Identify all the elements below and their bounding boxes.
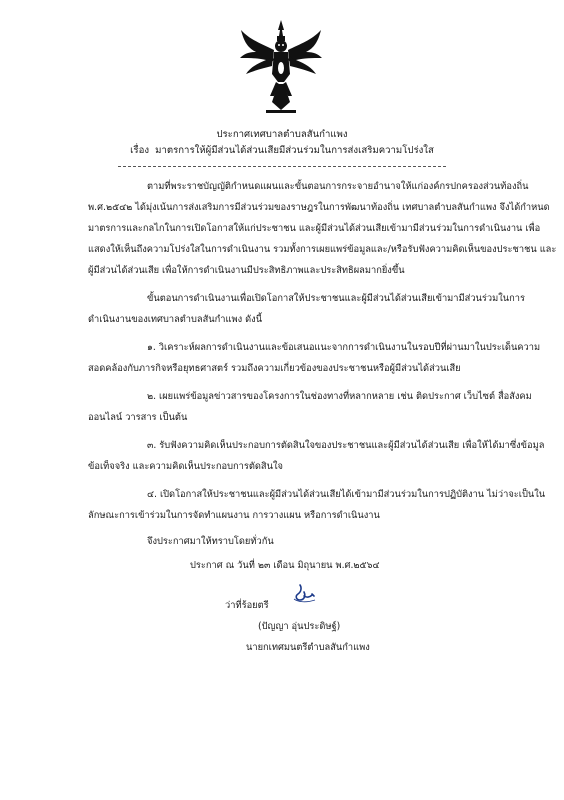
list-item-3-line: ข้อเท็จจริง และความคิดเห็นประกอบการตัดสินใจ <box>88 461 283 472</box>
document-subject <box>0 145 564 157</box>
list-item-3-line: ๓. รับฟังความคิดเห็นประกอบการตัดสินใจของประชาชนและผู้มีส่วนได้ส่วนเสีย เพื่อให้ได้มาซึ่งข้อมูล <box>147 440 545 451</box>
paragraph-1-line: ตามที่พระราชบัญญัติกำหนดแผนและขั้นตอนการกระจายอำนาจให้แก่องค์กรปกครองส่วนท้องถิ่น <box>147 181 529 192</box>
paragraph-1-line: มาตรการและกลไกในการเปิดโอกาสให้แก่ประชาชน และผู้มีส่วนได้ส่วนเสียเข้ามามีส่วนร่วมในการดำเนินงาน เพื่อ <box>88 223 541 234</box>
signer-name: (ปัญญา อุ่นประดิษฐ์) <box>258 621 341 632</box>
paragraph-1-line: ผู้มีส่วนได้ส่วนเสีย เพื่อให้การดำเนินงานมีประสิทธิภาพและประสิทธิผลมากยิ่งขึ้น <box>88 265 405 276</box>
signer-rank: ว่าที่ร้อยตรี <box>225 600 269 611</box>
document-title: ประกาศเทศบาลตำบลสันกำแพง <box>216 129 348 140</box>
subject-text: มาตรการให้ผู้มีส่วนได้ส่วนเสียมีส่วนร่วมในการส่งเสริมความโปร่งใส <box>155 145 434 156</box>
closing-statement: จึงประกาศมาให้ทราบโดยทั่วกัน <box>147 536 274 547</box>
paragraph-1-line: แสดงให้เห็นถึงความโปร่งใสในการดำเนินงาน รวมทั้งการเผยแพร่ข้อมูลและ/หรือรับฟังความคิดเห็นของประชาชน และ <box>88 244 557 255</box>
list-item-2-line: ๒. เผยแพร่ข้อมูลข่าวสารของโครงการในช่องทางที่หลากหลาย เช่น ติดประกาศ เว็บไซต์ สื่อสังคม <box>147 391 532 402</box>
subject-label: เรื่อง <box>130 145 150 156</box>
paragraph-2-line: ขั้นตอนการดำเนินงานเพื่อเปิดโอกาสให้ประชาชนและผู้มีส่วนได้ส่วนเสียเข้ามามีส่วนร่วมในการ <box>147 293 525 304</box>
signer-position: นายกเทศมนตรีตำบลสันกำแพง <box>246 642 370 653</box>
paragraph-2-line: ดำเนินงานของเทศบาลตำบลสันกำแพง ดังนี้ <box>88 314 263 325</box>
announcement-date: ประกาศ ณ วันที่ ๒๓ เดือน มิถุนายน พ.ศ.๒๕๖๔ <box>190 560 380 571</box>
garuda-emblem-icon <box>238 18 324 114</box>
list-item-1-line: ๑. วิเคราะห์ผลการดำเนินงานและข้อเสนอแนะจากการดำเนินงานในรอบปีที่ผ่านมาในประเด็นความ <box>147 342 541 353</box>
list-item-1-line: สอดคล้องกับภารกิจหรือยุทธศาสตร์ รวมถึงความเกี่ยวข้องของประชาชนหรือผู้มีส่วนได้ส่วนเสีย <box>88 363 461 374</box>
handwritten-signature <box>290 582 318 604</box>
header-divider <box>118 166 446 167</box>
list-item-2-line: ออนไลน์ วารสาร เป็นต้น <box>88 412 188 423</box>
list-item-4-line: ๔. เปิดโอกาสให้ประชาชนและผู้มีส่วนได้ส่วนเสียได้เข้ามามีส่วนร่วมในการปฏิบัติงาน ไม่ว่าจะเป็นใน <box>147 489 546 500</box>
paragraph-1-line: พ.ศ.๒๕๔๒ ได้มุ่งเน้นการส่งเสริมการมีส่วนร่วมของราษฎรในการพัฒนาท้องถิ่น เทศบาลตำบลสันกำแพง จึงได้กำหนด <box>88 202 550 213</box>
list-item-4-line: ลักษณะการเข้าร่วมในการจัดทำแผนงาน การวางแผน หรือการดำเนินงาน <box>88 510 380 521</box>
